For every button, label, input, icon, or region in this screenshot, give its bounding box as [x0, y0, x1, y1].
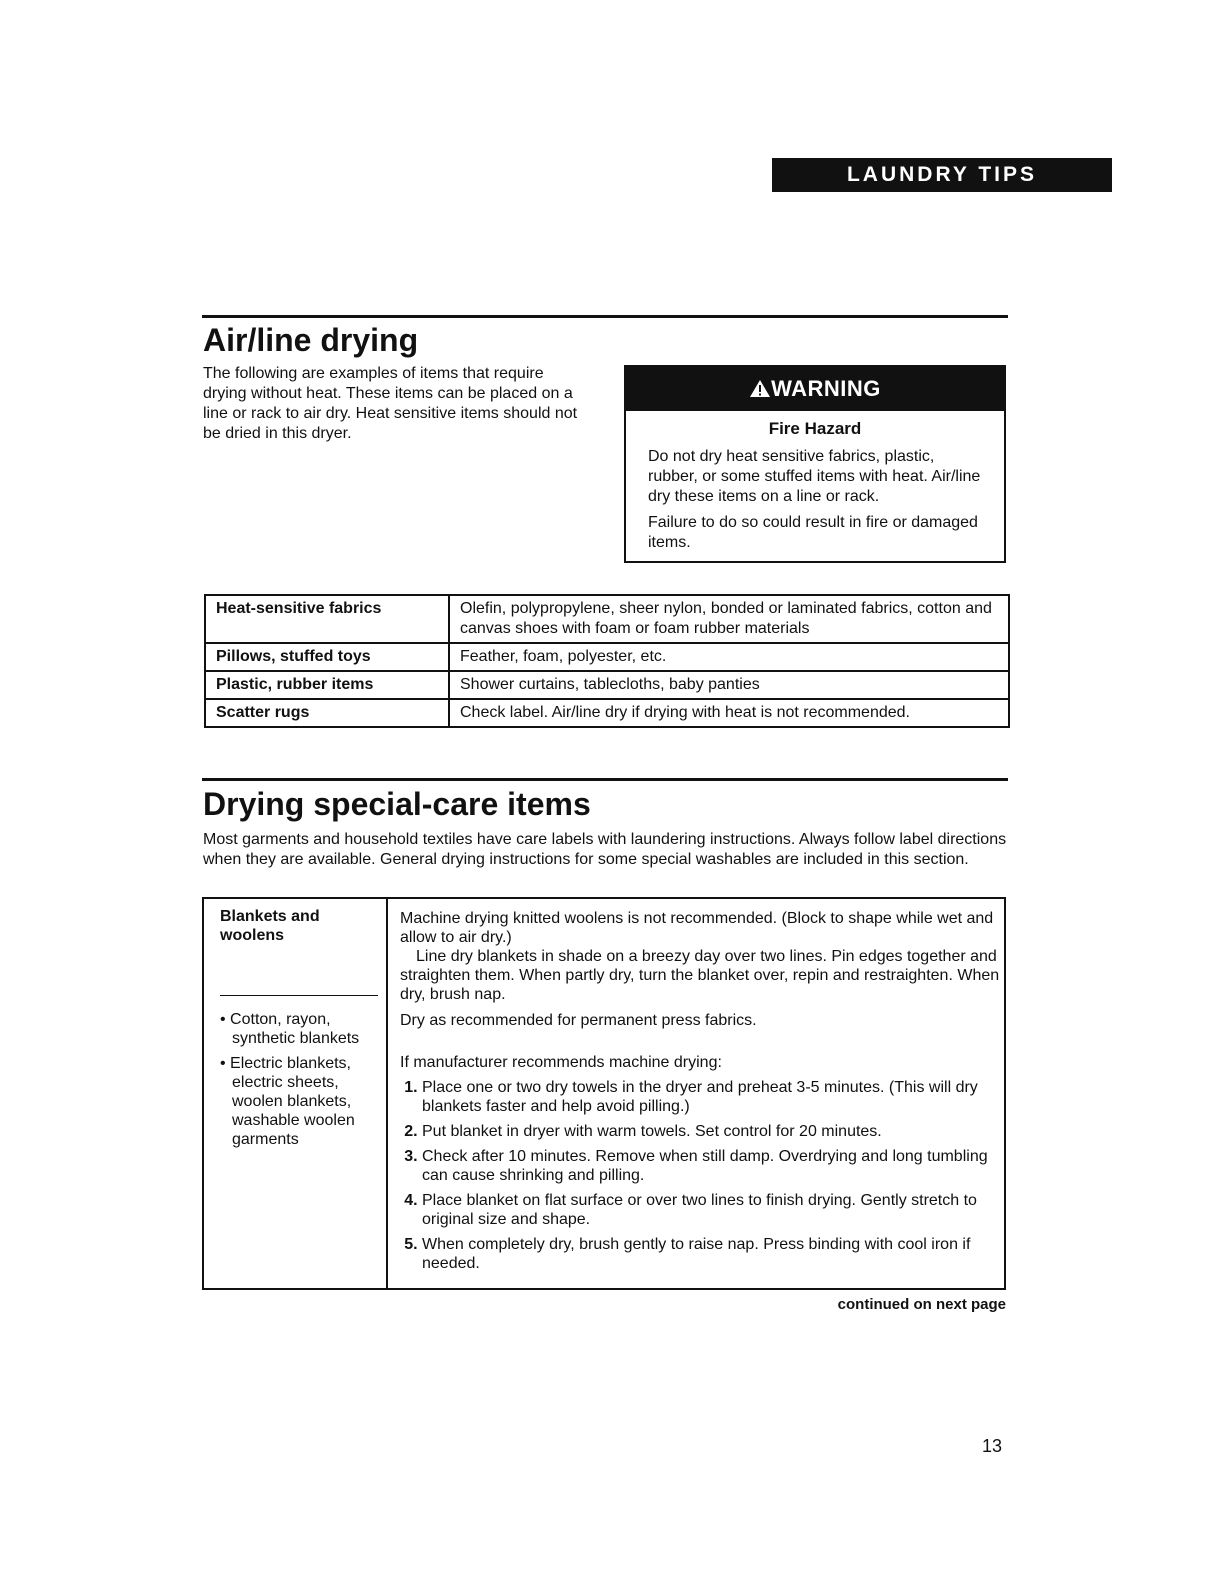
instruction-paragraph: Dry as recommended for permanent press fabrics. [400, 1012, 757, 1029]
list-item: • Electric blankets, electric sheets, woolen blankets, washable woolen garments [220, 1055, 355, 1148]
list-item: 4. Place blanket on flat surface or over two lines to finish drying. Gently stretch to original size and shape. [422, 1191, 1000, 1229]
instruction-paragraph: Machine drying knitted woolens is not recommended. (Block to shape while wet and allow to air dry.) [400, 910, 994, 946]
air-line-title: Air/line drying [203, 322, 419, 358]
drying-steps-list [400, 1078, 1000, 1273]
air-line-intro: The following are examples of items that require drying without heat. These items can be placed on a line or rack to air dry. Heat sensitive items should not be dried in this dryer. [203, 365, 578, 442]
section-rule [202, 315, 1008, 318]
warning-box [624, 365, 1006, 563]
table-cell-item: Heat-sensitive fabrics [205, 595, 449, 643]
table-row [205, 671, 1009, 699]
blankets-woolens-heading: Blankets and woolens [220, 908, 320, 944]
warning-triangle-icon [749, 379, 771, 398]
warning-paragraph: Do not dry heat sensitive fabrics, plastic, rubber, or some stuffed items with heat. Air/line dry these items on a line or rack. [648, 448, 981, 505]
special-care-right-column [400, 909, 1000, 1279]
left-divider [220, 995, 378, 996]
warning-paragraph: Failure to do so could result in fire or damaged items. [648, 514, 978, 551]
table-row [205, 643, 1009, 671]
list-item: 3. Check after 10 minutes. Remove when still damp. Overdrying and long tumbling can cause shrinking and pilling. [422, 1147, 1000, 1185]
table-cell-desc: Shower curtains, tablecloths, baby panties [449, 671, 1009, 699]
list-item: 2. Put blanket in dryer with warm towels. Set control for 20 minutes. [422, 1122, 1000, 1141]
special-care-intro: Most garments and household textiles have care labels with laundering instructions. Always follow label directions when they are available. General drying instructions for some special washables are included in this section. [203, 831, 1007, 868]
table-cell-item: Pillows, stuffed toys [205, 643, 449, 671]
special-care-table [202, 897, 1006, 1290]
warning-body [626, 447, 1004, 553]
page-number: 13 [982, 1436, 1003, 1456]
table-cell-desc: Olefin, polypropylene, sheer nylon, bonded or laminated fabrics, cotton and canvas shoes with foam or foam rubber materials [449, 595, 1009, 643]
table-cell-item: Plastic, rubber items [205, 671, 449, 699]
section-tab: LAUNDRY TIPS [772, 158, 1112, 192]
table-cell-desc: Check label. Air/line dry if drying with heat is not recommended. [449, 699, 1009, 727]
list-item: • Cotton, rayon, synthetic blankets [220, 1011, 360, 1047]
special-care-title: Drying special-care items [203, 786, 591, 822]
continued-note: continued on next page [837, 1296, 1006, 1313]
warning-subtitle: Fire Hazard [768, 419, 862, 438]
instruction-paragraph: Line dry blankets in shade on a breezy day over two lines. Pin edges together and straighten them. When partly dry, turn the blanket over, repin and restraighten. When dry, brush nap. [400, 948, 1000, 1003]
column-divider [386, 899, 388, 1288]
table-cell-item: Scatter rugs [205, 699, 449, 727]
warning-header [626, 367, 1004, 411]
table-row [205, 699, 1009, 727]
air-dry-items-table [204, 594, 1010, 728]
table-cell-desc: Feather, foam, polyester, etc. [449, 643, 1009, 671]
list-item: 5. When completely dry, brush gently to raise nap. Press binding with cool iron if needed. [422, 1235, 1000, 1273]
instruction-paragraph: If manufacturer recommends machine drying: [400, 1054, 722, 1071]
table-row [205, 595, 1009, 643]
special-care-left-column [220, 907, 380, 1149]
warning-label: WARNING [771, 376, 881, 401]
section-rule [202, 778, 1008, 781]
list-item: 1. Place one or two dry towels in the dryer and preheat 3-5 minutes. (This will dry blankets faster and help avoid pilling.) [422, 1078, 1000, 1116]
